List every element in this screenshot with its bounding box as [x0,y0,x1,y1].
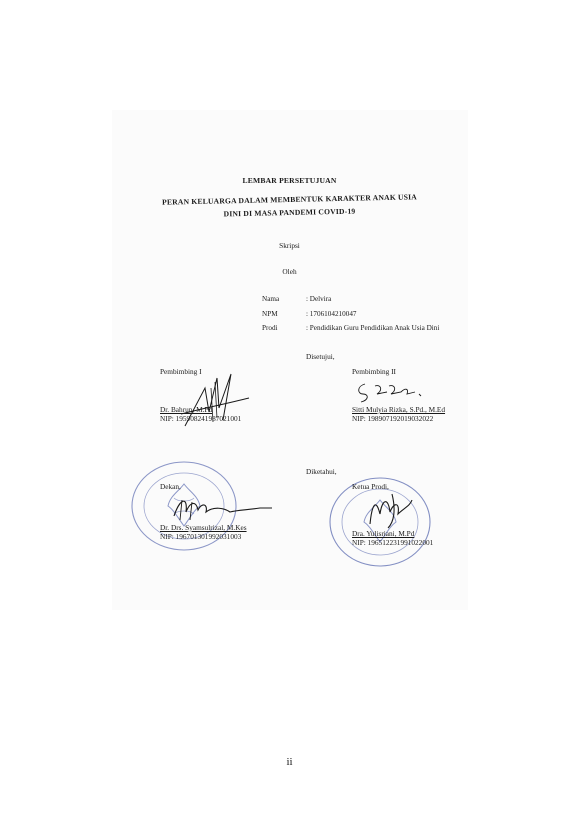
field-name-value: : Delvira [306,295,332,303]
document-heading: LEMBAR PERSETUJUAN [242,176,337,185]
field-npm-label: NPM [262,310,278,318]
dean-signature-icon [168,492,278,524]
acknowledged-label: Diketahui, [306,467,337,476]
dean-role: Dekan, [160,482,181,491]
advisor1-name: Dr. Bahrun, M.Pd [160,405,213,414]
advisor2-signature-icon [355,380,435,404]
advisor1-nip: NIP: 195908241987021001 [160,414,242,423]
document-title-line1: PERAN KELUARGA DALAM MEMBENTUK KARAKTER ANAK USIA [161,192,418,207]
dean-name: Dr. Drs. Syamsulrizal, M.Kes [160,523,247,532]
document-type: Skripsi [279,241,300,250]
head-role: Ketua Prodi, [352,482,389,491]
advisor2-nip: NIP: 198907192019032022 [352,414,434,423]
approved-label: Disetujui, [306,352,335,361]
field-prodi-value: : Pendidikan Guru Pendidikan Anak Usia Dini [306,324,440,332]
field-name-label: Nama [262,295,280,303]
advisor2-role: Pembimbing II [352,367,396,376]
field-npm-value: : 1706104210047 [306,310,357,318]
head-name: Dra. Yulisriani, M.Pd [352,529,415,538]
advisor1-role: Pembimbing I [160,367,202,376]
head-nip: NIP: 196512231991022001 [352,538,434,547]
document-by: Oleh [282,267,297,276]
field-prodi-label: Prodi [262,324,278,332]
head-signature-icon [362,490,422,530]
document-title-line2: DINI DI MASA PANDEMI COVID-19 [223,206,356,219]
advisor2-name: Sitti Mulyia Rizka, S.Pd., M.Ed [352,405,446,414]
page-number: ii [286,756,293,768]
dean-nip: NIP: 196701301992031003 [160,532,242,541]
